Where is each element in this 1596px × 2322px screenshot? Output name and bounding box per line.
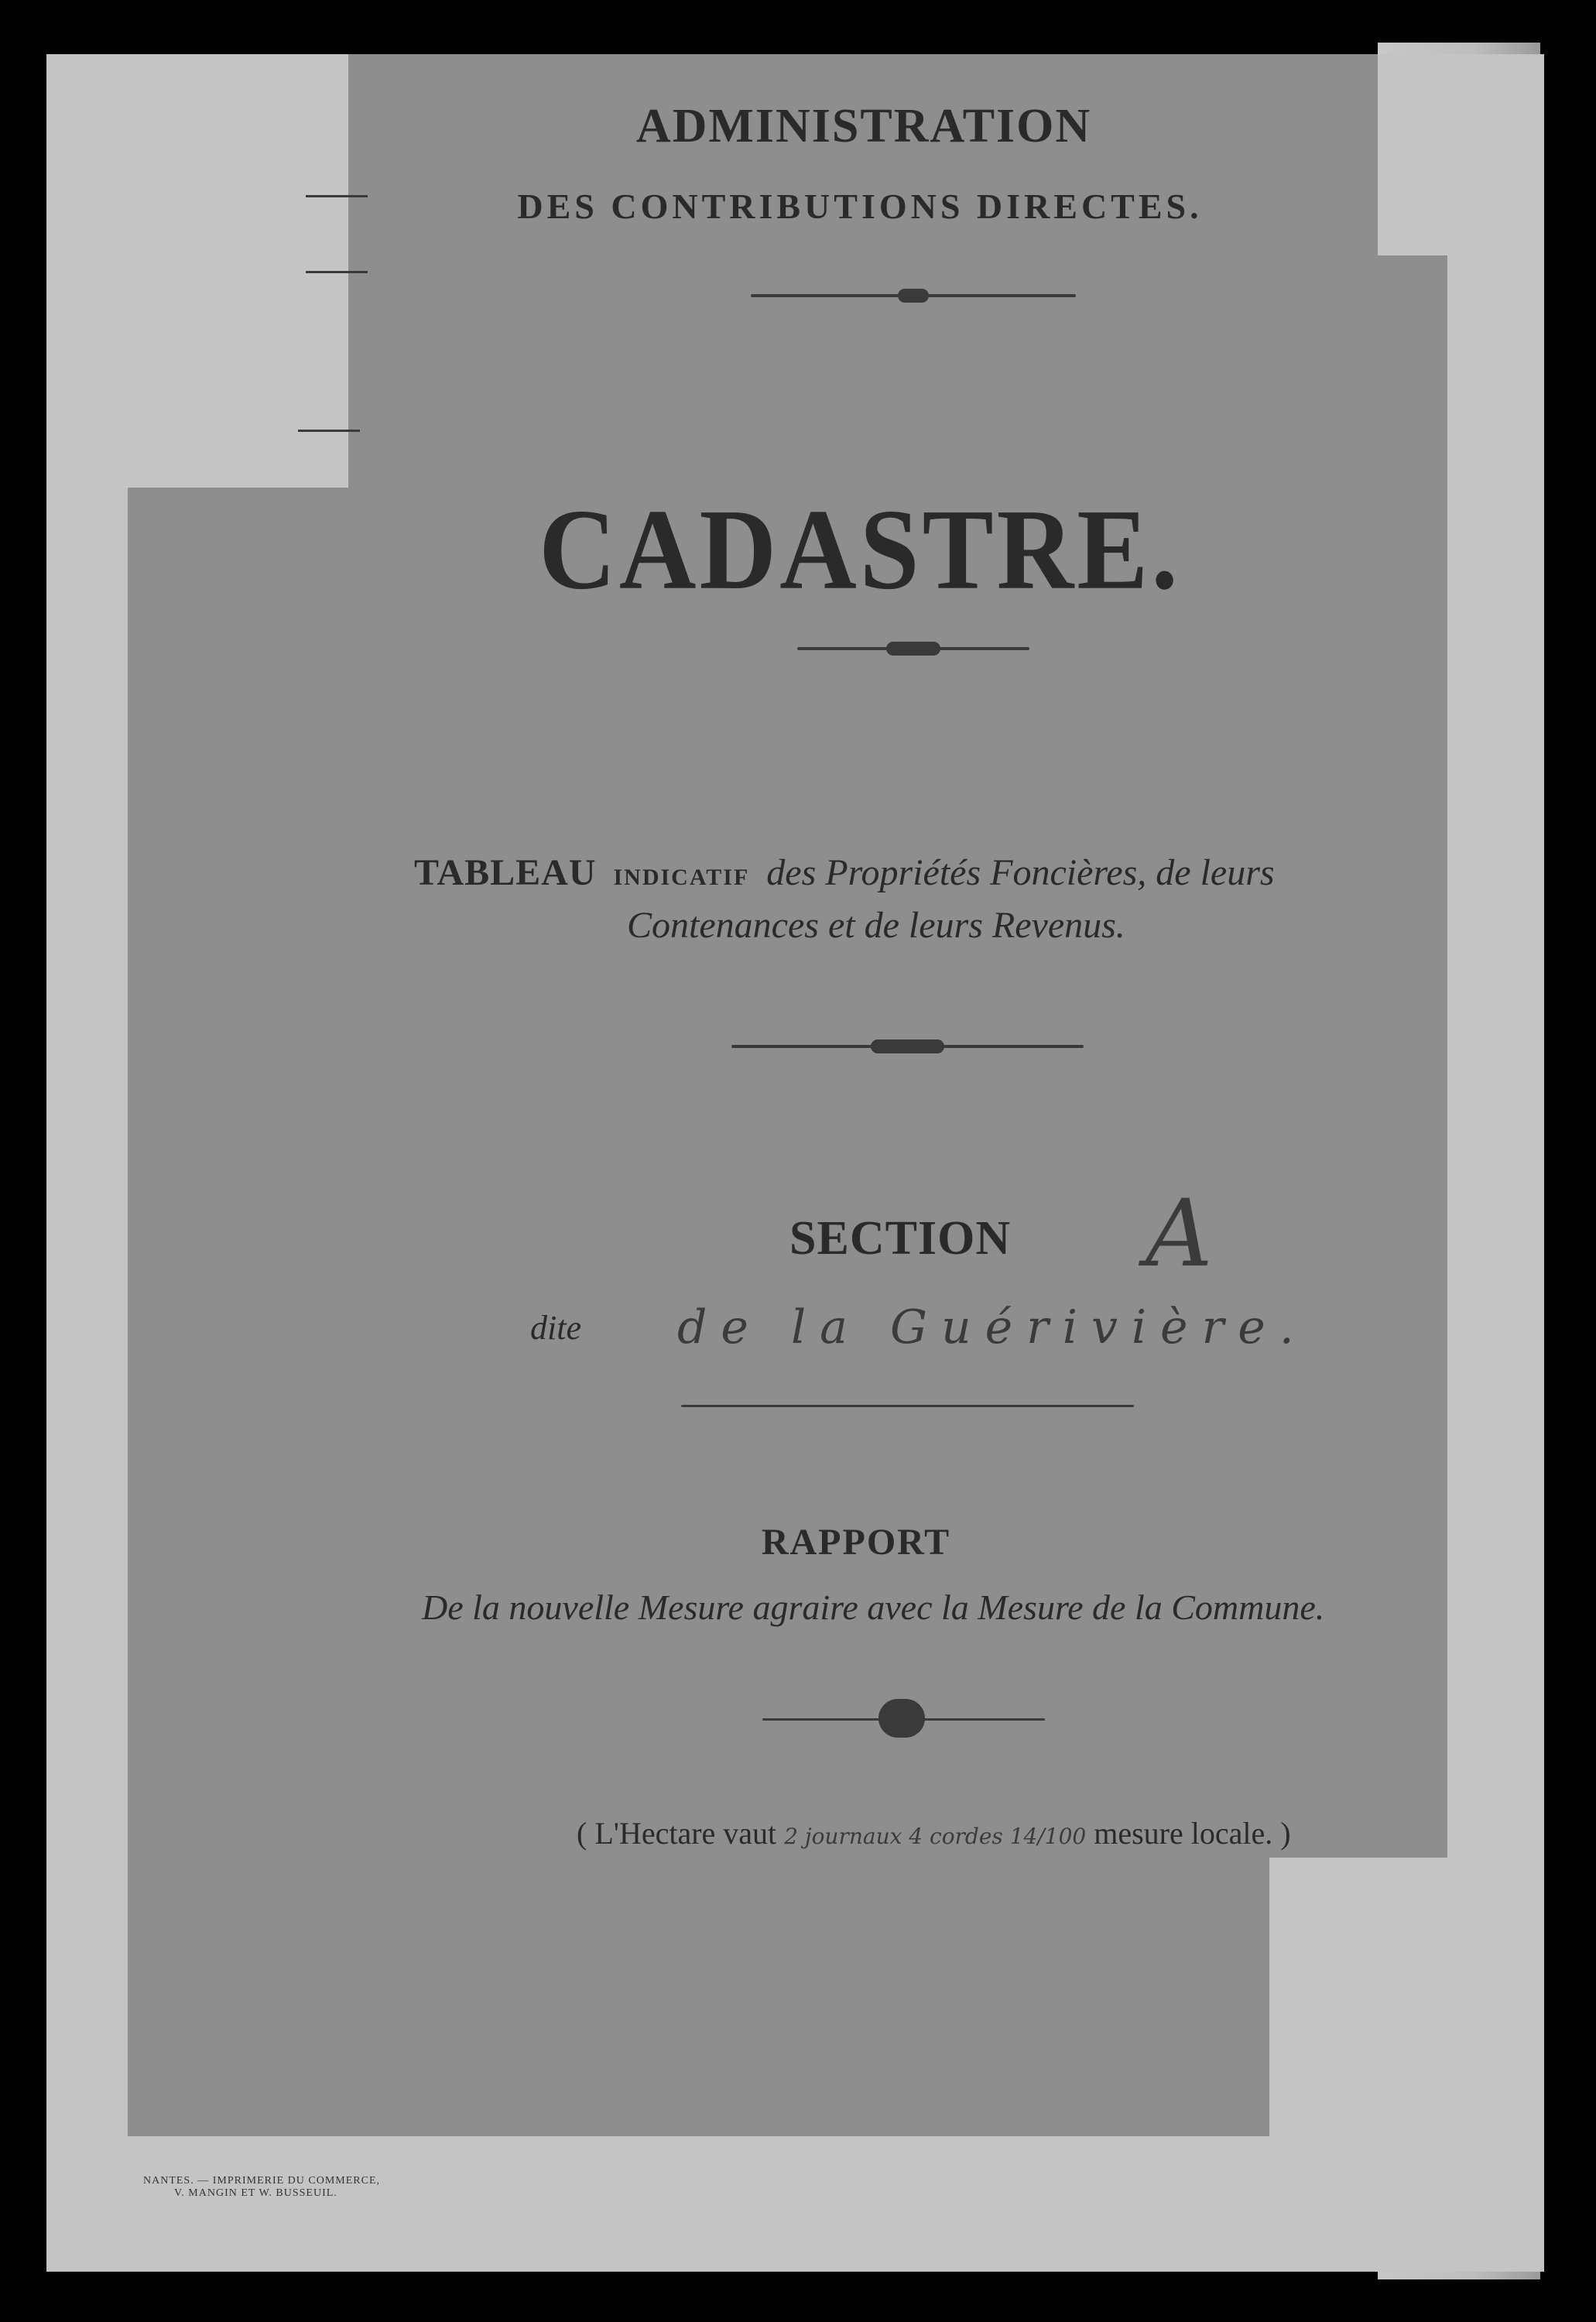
paper-edge-patch [46, 488, 128, 2272]
tableau-line-1 [414, 851, 1413, 894]
hectare-close: mesure locale. ) [1094, 1816, 1291, 1851]
section-label: SECTION [789, 1212, 1012, 1265]
paper-edge-patch [46, 2136, 1544, 2272]
hectare-value: 2 journaux 4 cordes 14/100 [784, 1824, 1087, 1849]
ornament-rule [751, 294, 1076, 297]
ornament-rule [731, 1045, 1084, 1048]
tableau-line-1-rest: des Propriétés Foncières, de leurs [766, 852, 1275, 893]
section-name: de la Guérivière. [677, 1300, 1308, 1354]
rapport-subtitle: De la nouvelle Mesure agraire avec la Mesure de la Commune. [422, 1587, 1325, 1627]
page-title: CADASTRE. [539, 485, 1181, 614]
hectare-line [577, 1815, 1291, 1851]
ornament-rule [681, 1405, 1134, 1407]
header-administration: ADMINISTRATION [635, 100, 1092, 152]
ornament-rule [762, 1718, 1045, 1721]
tableau-lead: TABLEAU [414, 852, 597, 893]
rapport-heading: RAPPORT [761, 1522, 951, 1563]
tableau-line-2: Contenances et de leurs Revenus. [627, 905, 1125, 946]
tableau-small-caps: INDICATIF [613, 865, 750, 890]
imprint-line-2: V. MANGIN ET W. BUSSEUIL. [174, 2187, 337, 2199]
printer-imprint [143, 2175, 391, 2200]
hectare-open: ( L'Hectare vaut [577, 1816, 777, 1851]
margin-tick [298, 430, 360, 432]
header-contributions: DES CONTRIBUTIONS DIRECTES. [517, 187, 1203, 226]
ornament-rule [797, 647, 1029, 650]
section-letter: A [1146, 1180, 1213, 1288]
imprint-line-1: NANTES. — IMPRIMERIE DU COMMERCE, [143, 2175, 381, 2187]
dite-label: dite [530, 1309, 581, 1347]
margin-tick [306, 271, 368, 273]
